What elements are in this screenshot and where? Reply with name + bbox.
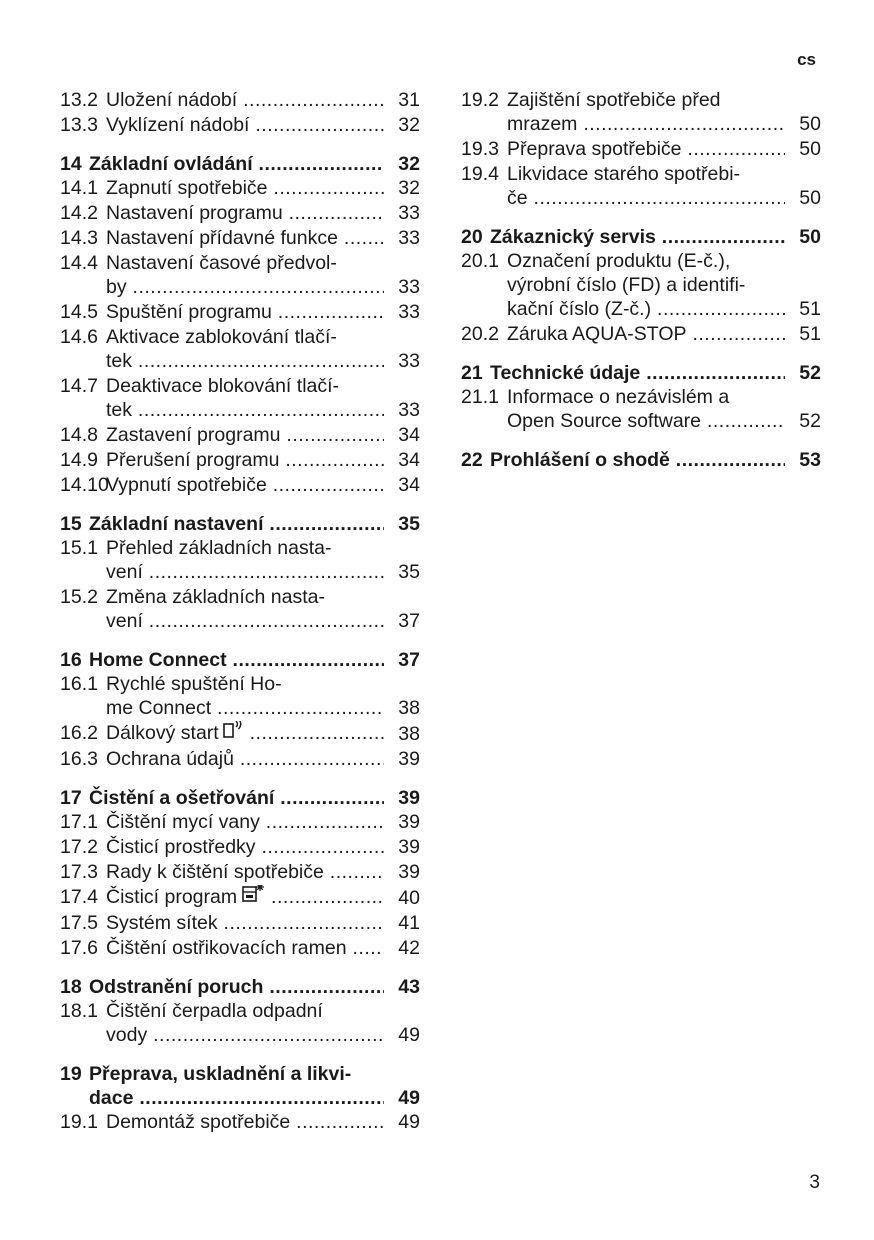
toc-number: 16.3 xyxy=(60,747,98,770)
toc-section xyxy=(60,512,420,633)
toc-title: Čisticí prostředky xyxy=(106,835,256,858)
toc-title: Přeprava spotřebiče xyxy=(507,138,682,160)
toc-number: 14.1 xyxy=(60,177,98,199)
toc-number: 14 xyxy=(60,153,82,175)
toc-section xyxy=(461,448,821,472)
toc-number: 17.4 xyxy=(60,885,98,908)
toc-page: 50 xyxy=(799,226,821,248)
toc-entry[interactable] xyxy=(461,249,821,321)
toc-page: 52 xyxy=(799,362,821,384)
toc-page: 37 xyxy=(398,649,420,671)
toc-title: Čištění čerpadla odpadní xyxy=(106,999,323,1022)
toc-page: 38 xyxy=(398,722,420,745)
toc-title: Vypnutí spotřebiče xyxy=(106,474,267,496)
toc-number: 17.1 xyxy=(60,810,98,833)
toc-page: 39 xyxy=(398,860,420,883)
toc-page: 49 xyxy=(398,1086,420,1109)
toc-number: 15 xyxy=(60,513,82,535)
toc-page: 33 xyxy=(398,399,420,421)
toc-entry[interactable] xyxy=(461,385,821,433)
toc-title: Záruka AQUA-STOP xyxy=(507,323,687,345)
toc-title: Nastavení programu xyxy=(106,202,283,224)
toc-title: Technické údaje xyxy=(490,362,641,384)
toc-number: 21.1 xyxy=(461,386,499,408)
toc-title: Nastavení časové předvol- xyxy=(106,252,337,274)
toc-number: 14.10 xyxy=(60,474,109,496)
toc-page: 39 xyxy=(398,747,420,770)
toc-entry[interactable] xyxy=(60,325,420,373)
toc-number: 17.6 xyxy=(60,936,98,959)
toc-number: 19 xyxy=(60,1062,82,1085)
toc-chapter[interactable] xyxy=(461,225,821,249)
toc-page: 39 xyxy=(398,786,420,809)
toc-section xyxy=(60,1062,420,1134)
toc-entry[interactable] xyxy=(60,810,420,834)
toc-page: 53 xyxy=(799,449,821,471)
toc-page: 49 xyxy=(398,1023,420,1046)
toc-page: 43 xyxy=(398,975,420,998)
toc-entry[interactable] xyxy=(60,473,420,497)
toc-title: Dálkový start xyxy=(106,722,219,744)
toc-title: Základní nastavení xyxy=(89,513,264,535)
toc-title: Změna základních nasta- xyxy=(106,586,325,608)
toc-entry[interactable] xyxy=(60,747,420,771)
toc-chapter[interactable] xyxy=(60,1062,420,1110)
toc-chapter[interactable] xyxy=(60,152,420,176)
toc-title: Rady k čištění spotřebiče xyxy=(106,860,324,883)
toc-number: 14.7 xyxy=(60,375,98,397)
toc-number: 19.3 xyxy=(461,138,499,160)
toc-title: Nastavení přídavné funkce xyxy=(106,227,338,249)
toc-title: Čištění mycí vany xyxy=(106,810,260,833)
toc-number: 20 xyxy=(461,226,483,248)
toc-entry[interactable] xyxy=(60,176,420,200)
toc-title: vody xyxy=(106,1023,148,1046)
toc-title: Přerušení programu xyxy=(106,449,280,471)
toc-entry[interactable] xyxy=(60,585,420,633)
toc-title: Přeprava, uskladnění a likvi- xyxy=(89,1062,352,1085)
toc-page: 35 xyxy=(398,561,420,583)
toc-page: 33 xyxy=(398,350,420,372)
toc-title: Systém sítek xyxy=(106,911,218,934)
toc-number: 22 xyxy=(461,449,483,471)
toc-page: 51 xyxy=(799,298,821,320)
toc-page: 37 xyxy=(398,610,420,632)
toc-entry[interactable] xyxy=(60,721,420,746)
toc-number: 16.1 xyxy=(60,673,98,695)
toc-title: Zákaznický servis xyxy=(490,226,656,248)
toc-number: 14.3 xyxy=(60,227,98,249)
toc-section xyxy=(60,648,420,771)
toc-column-left xyxy=(60,88,420,1149)
toc-number: 19.2 xyxy=(461,89,499,111)
toc-entry[interactable] xyxy=(60,672,420,720)
toc-entry[interactable] xyxy=(60,88,420,112)
toc-chapter[interactable] xyxy=(461,448,821,472)
toc-page: 41 xyxy=(398,911,420,934)
toc-page: 39 xyxy=(398,835,420,858)
toc-page: 33 xyxy=(398,276,420,298)
toc-entry[interactable] xyxy=(60,536,420,584)
toc-section xyxy=(60,152,420,497)
toc-chapter[interactable] xyxy=(60,648,420,672)
toc-title: výrobní číslo (FD) a identifi- xyxy=(507,274,746,296)
remote-start-icon xyxy=(219,722,244,746)
toc-title: Zajištění spotřebiče před xyxy=(507,89,721,111)
toc-number: 20.1 xyxy=(461,250,499,272)
toc-number: 14.4 xyxy=(60,252,98,274)
toc-title: dace xyxy=(89,1086,134,1109)
page-number: 3 xyxy=(809,1172,820,1193)
toc-title: Čistění a ošetřování xyxy=(89,786,275,809)
toc-entry[interactable] xyxy=(60,423,420,447)
toc-entry[interactable] xyxy=(60,911,420,935)
toc-title: me Connect xyxy=(106,697,212,719)
toc-title: by xyxy=(106,276,127,298)
toc-number: 16.2 xyxy=(60,722,98,744)
toc-entry[interactable] xyxy=(60,374,420,422)
toc-entry[interactable] xyxy=(461,88,821,136)
toc-number: 19.4 xyxy=(461,163,499,185)
toc-title: Označení produktu (E-č.), xyxy=(507,250,731,272)
toc-page: 50 xyxy=(799,138,821,160)
toc-number: 21 xyxy=(461,362,483,384)
toc-title: tek xyxy=(106,399,133,421)
toc-number: 19.1 xyxy=(60,1110,98,1133)
toc-title: Zapnutí spotřebiče xyxy=(106,177,268,199)
toc-title: Zastavení programu xyxy=(106,424,281,446)
toc-number: 14.2 xyxy=(60,202,98,224)
toc-title: Uložení nádobí xyxy=(106,89,238,111)
toc-number: 14.6 xyxy=(60,326,98,348)
toc-page: 34 xyxy=(398,449,420,471)
toc-title: mrazem xyxy=(507,113,578,135)
toc-number: 14.8 xyxy=(60,424,98,446)
toc-title: Open Source software xyxy=(507,410,702,432)
toc-entry[interactable] xyxy=(461,137,821,161)
toc-page: 32 xyxy=(398,153,420,175)
toc-title: vení xyxy=(106,610,143,632)
toc-title: kační číslo (Z-č.) xyxy=(507,298,652,320)
toc-entry[interactable] xyxy=(60,201,420,225)
toc-title: Přehled základních nasta- xyxy=(106,537,332,559)
toc-page: 32 xyxy=(398,114,420,136)
toc-title: Spuštění programu xyxy=(106,301,272,323)
toc-entry[interactable] xyxy=(60,860,420,884)
language-code: cs xyxy=(797,50,816,69)
toc-title: vení xyxy=(106,561,143,583)
toc-title: Likvidace starého spotřebi- xyxy=(507,163,741,185)
toc-entry[interactable] xyxy=(60,251,420,299)
toc-page: 52 xyxy=(799,410,821,432)
toc-page: 40 xyxy=(398,886,420,909)
toc-entry[interactable] xyxy=(60,885,420,910)
toc-page: 49 xyxy=(398,1110,420,1133)
toc-column-right xyxy=(461,88,821,487)
toc-chapter[interactable] xyxy=(60,512,420,536)
toc-page: 34 xyxy=(398,424,420,446)
toc-page: 34 xyxy=(398,474,420,496)
toc-page: 33 xyxy=(398,227,420,249)
toc-chapter[interactable] xyxy=(461,361,821,385)
toc-title: tek xyxy=(106,350,133,372)
toc-page: 31 xyxy=(398,89,420,111)
toc-page: 33 xyxy=(398,301,420,323)
toc-title: Odstranění poruch xyxy=(89,975,264,998)
toc-section xyxy=(60,975,420,1047)
toc-title: Informace o nezávislém a xyxy=(507,386,730,408)
toc-title: Deaktivace blokování tlačí- xyxy=(106,375,340,397)
toc-entry[interactable] xyxy=(60,1110,420,1134)
toc-entry[interactable] xyxy=(60,999,420,1047)
toc-entry[interactable] xyxy=(461,322,821,346)
toc-number: 20.2 xyxy=(461,323,499,345)
toc-title: Vyklízení nádobí xyxy=(106,114,250,136)
toc-page: 39 xyxy=(398,810,420,833)
machine-care-icon xyxy=(237,886,265,910)
toc-title: Čisticí program xyxy=(106,885,238,908)
toc-entry[interactable] xyxy=(60,226,420,250)
toc-chapter[interactable] xyxy=(60,975,420,999)
toc-title: če xyxy=(507,187,528,209)
toc-entry[interactable] xyxy=(60,300,420,324)
toc-title: Rychlé spuštění Ho- xyxy=(106,673,282,695)
toc-page: 51 xyxy=(799,323,821,345)
toc-entry[interactable] xyxy=(60,113,420,137)
toc-title: Prohlášení o shodě xyxy=(490,449,670,471)
toc-number: 16 xyxy=(60,649,82,671)
toc-number: 15.2 xyxy=(60,586,98,608)
toc-title: Demontáž spotřebiče xyxy=(106,1110,291,1133)
toc-number: 13.3 xyxy=(60,114,98,136)
toc-page: 33 xyxy=(398,202,420,224)
toc-section xyxy=(60,88,420,137)
toc-page: 32 xyxy=(398,177,420,199)
toc-title: Home Connect xyxy=(89,649,227,671)
toc-page: 38 xyxy=(398,697,420,719)
toc-number: 17 xyxy=(60,786,82,809)
toc-number: 14.5 xyxy=(60,301,98,323)
toc-page: 50 xyxy=(799,113,821,135)
toc-number: 15.1 xyxy=(60,537,98,559)
toc-page: 35 xyxy=(398,513,420,535)
toc-section xyxy=(461,225,821,346)
toc-chapter[interactable] xyxy=(60,786,420,810)
toc-section xyxy=(60,786,420,960)
toc-number: 17.5 xyxy=(60,911,98,934)
toc-number: 13.2 xyxy=(60,89,98,111)
toc-page: 42 xyxy=(398,936,420,959)
toc-title: Ochrana údajů xyxy=(106,747,234,770)
toc-number: 14.9 xyxy=(60,449,98,471)
toc-entry[interactable] xyxy=(60,835,420,859)
toc-title: Aktivace zablokování tlačí- xyxy=(106,326,337,348)
toc-section xyxy=(461,361,821,433)
toc-section xyxy=(461,88,821,210)
toc-title: Základní ovládání xyxy=(89,153,253,175)
toc-page: 50 xyxy=(799,187,821,209)
toc-number: 17.2 xyxy=(60,835,98,858)
toc-entry[interactable] xyxy=(461,162,821,210)
toc-entry[interactable] xyxy=(60,448,420,472)
toc-title: Čištění ostřikovacích ramen xyxy=(106,936,347,959)
toc-number: 17.3 xyxy=(60,860,98,883)
toc-number: 18.1 xyxy=(60,999,98,1022)
toc-number: 18 xyxy=(60,975,82,998)
toc-entry[interactable] xyxy=(60,936,420,960)
